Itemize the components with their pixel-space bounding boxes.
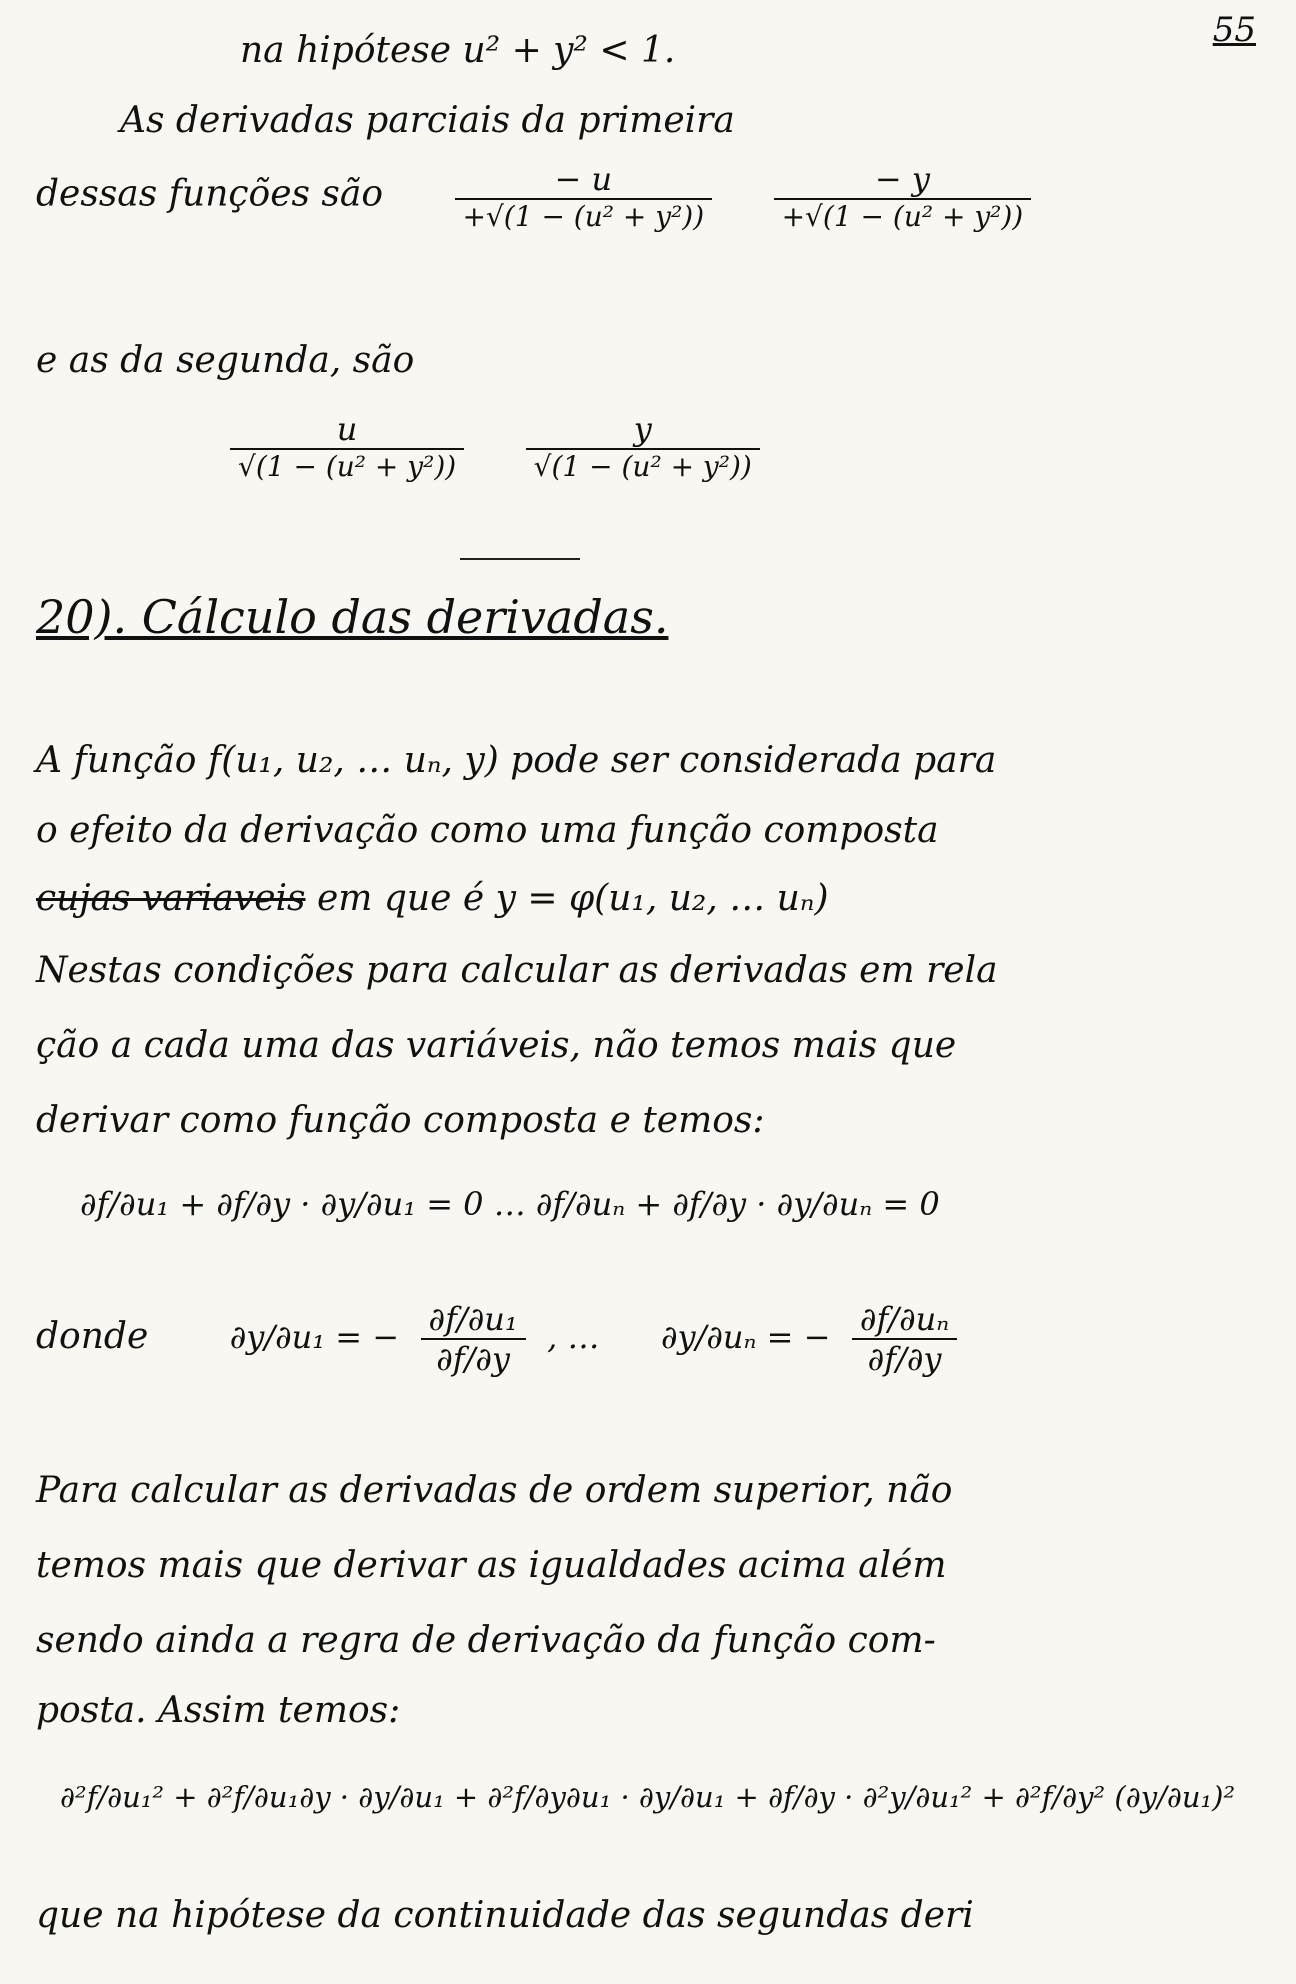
fraction-d3-den: √(1 − (u² + y²)): [238, 450, 457, 483]
eq2-fraction-1-num: ∂f/∂u₁: [421, 1300, 526, 1340]
donde-label: donde: [36, 1316, 149, 1357]
fraction-d4-den: √(1 − (u² + y²)): [533, 450, 752, 483]
fraction-d2: [774, 160, 1032, 233]
fraction-d1: [455, 160, 713, 233]
line-hypothesis: na hipótese u² + y² < 1.: [240, 30, 676, 71]
paragraph-4-line-1: que na hipótese da continuidade das segundas deri: [36, 1895, 974, 1936]
eq2-fraction-2-num: ∂f/∂uₙ: [852, 1300, 957, 1340]
paragraph-1-line-3-text: em que é y = φ(u₁, u₂, … uₙ): [305, 878, 829, 919]
eq2-fraction-2-den: ∂f/∂y: [867, 1340, 942, 1378]
fraction-d1-den: +√(1 − (u² + y²)): [462, 200, 705, 233]
paragraph-3-line-4: posta. Assim temos:: [36, 1690, 401, 1731]
paragraph-2-line-3: derivar como função composta e temos:: [36, 1100, 765, 1141]
fraction-d4: [526, 410, 760, 483]
paragraph-3-line-3: sendo ainda a regra de derivação da função com-: [36, 1620, 936, 1661]
fraction-d4-num: y: [526, 410, 760, 450]
eq2-lhs-1: ∂y/∂u₁ = −: [229, 1318, 400, 1356]
fraction-d3: [230, 410, 464, 483]
section-divider: [460, 558, 580, 560]
paragraph-1-line-3: [36, 878, 1296, 919]
line-second-functions: e as da segunda, são: [36, 340, 415, 381]
fraction-d2-den: +√(1 − (u² + y²)): [781, 200, 1024, 233]
first-functions-text: dessas funções são: [36, 173, 384, 215]
donde-line: [36, 1300, 1296, 1378]
eq2-fraction-1: [421, 1300, 526, 1378]
eq2-ellipsis: , …: [547, 1318, 600, 1356]
page-number: 55: [1212, 10, 1256, 50]
eq2-lhs-2: ∂y/∂uₙ = −: [660, 1318, 831, 1356]
fraction-d2-num: − y: [774, 160, 1032, 200]
eq2-fraction-1-den: ∂f/∂y: [436, 1340, 510, 1378]
paragraph-1-line-1: A função f(u₁, u₂, … uₙ, y) pode ser considerada para: [36, 740, 997, 781]
equation-3: ∂²f/∂u₁² + ∂²f/∂u₁∂y · ∂y/∂u₁ + ∂²f/∂y∂u₁ · ∂y/∂u₁ + ∂f/∂y · ∂²y/∂u₁² + ∂²f/∂y² (∂y/∂u₁)²: [60, 1780, 1236, 1814]
line-second-derivatives: [220, 410, 1296, 483]
line-first-functions: [36, 160, 1296, 233]
paragraph-2-line-1: Nestas condições para calcular as derivadas em rela: [36, 950, 998, 991]
equation-1: ∂f/∂u₁ + ∂f/∂y · ∂y/∂u₁ = 0 … ∂f/∂uₙ + ∂f/∂y · ∂y/∂uₙ = 0: [80, 1185, 940, 1223]
fraction-d1-num: − u: [455, 160, 713, 200]
paragraph-1-line-2: o efeito da derivação como uma função composta: [36, 810, 939, 851]
paragraph-2-line-2: ção a cada uma das variáveis, não temos mais que: [36, 1025, 957, 1066]
eq2-fraction-2: [852, 1300, 957, 1378]
fraction-d3-num: u: [230, 410, 464, 450]
struck-text: cujas variaveis: [36, 878, 306, 919]
paragraph-3-line-1: Para calcular as derivadas de ordem superior, não: [36, 1470, 953, 1511]
paragraph-3-line-2: temos mais que derivar as igualdades acima além: [36, 1545, 947, 1586]
line-partial-derivatives: As derivadas parciais da primeira: [120, 100, 735, 141]
section-heading: 20). Cálculo das derivadas.: [36, 590, 669, 644]
